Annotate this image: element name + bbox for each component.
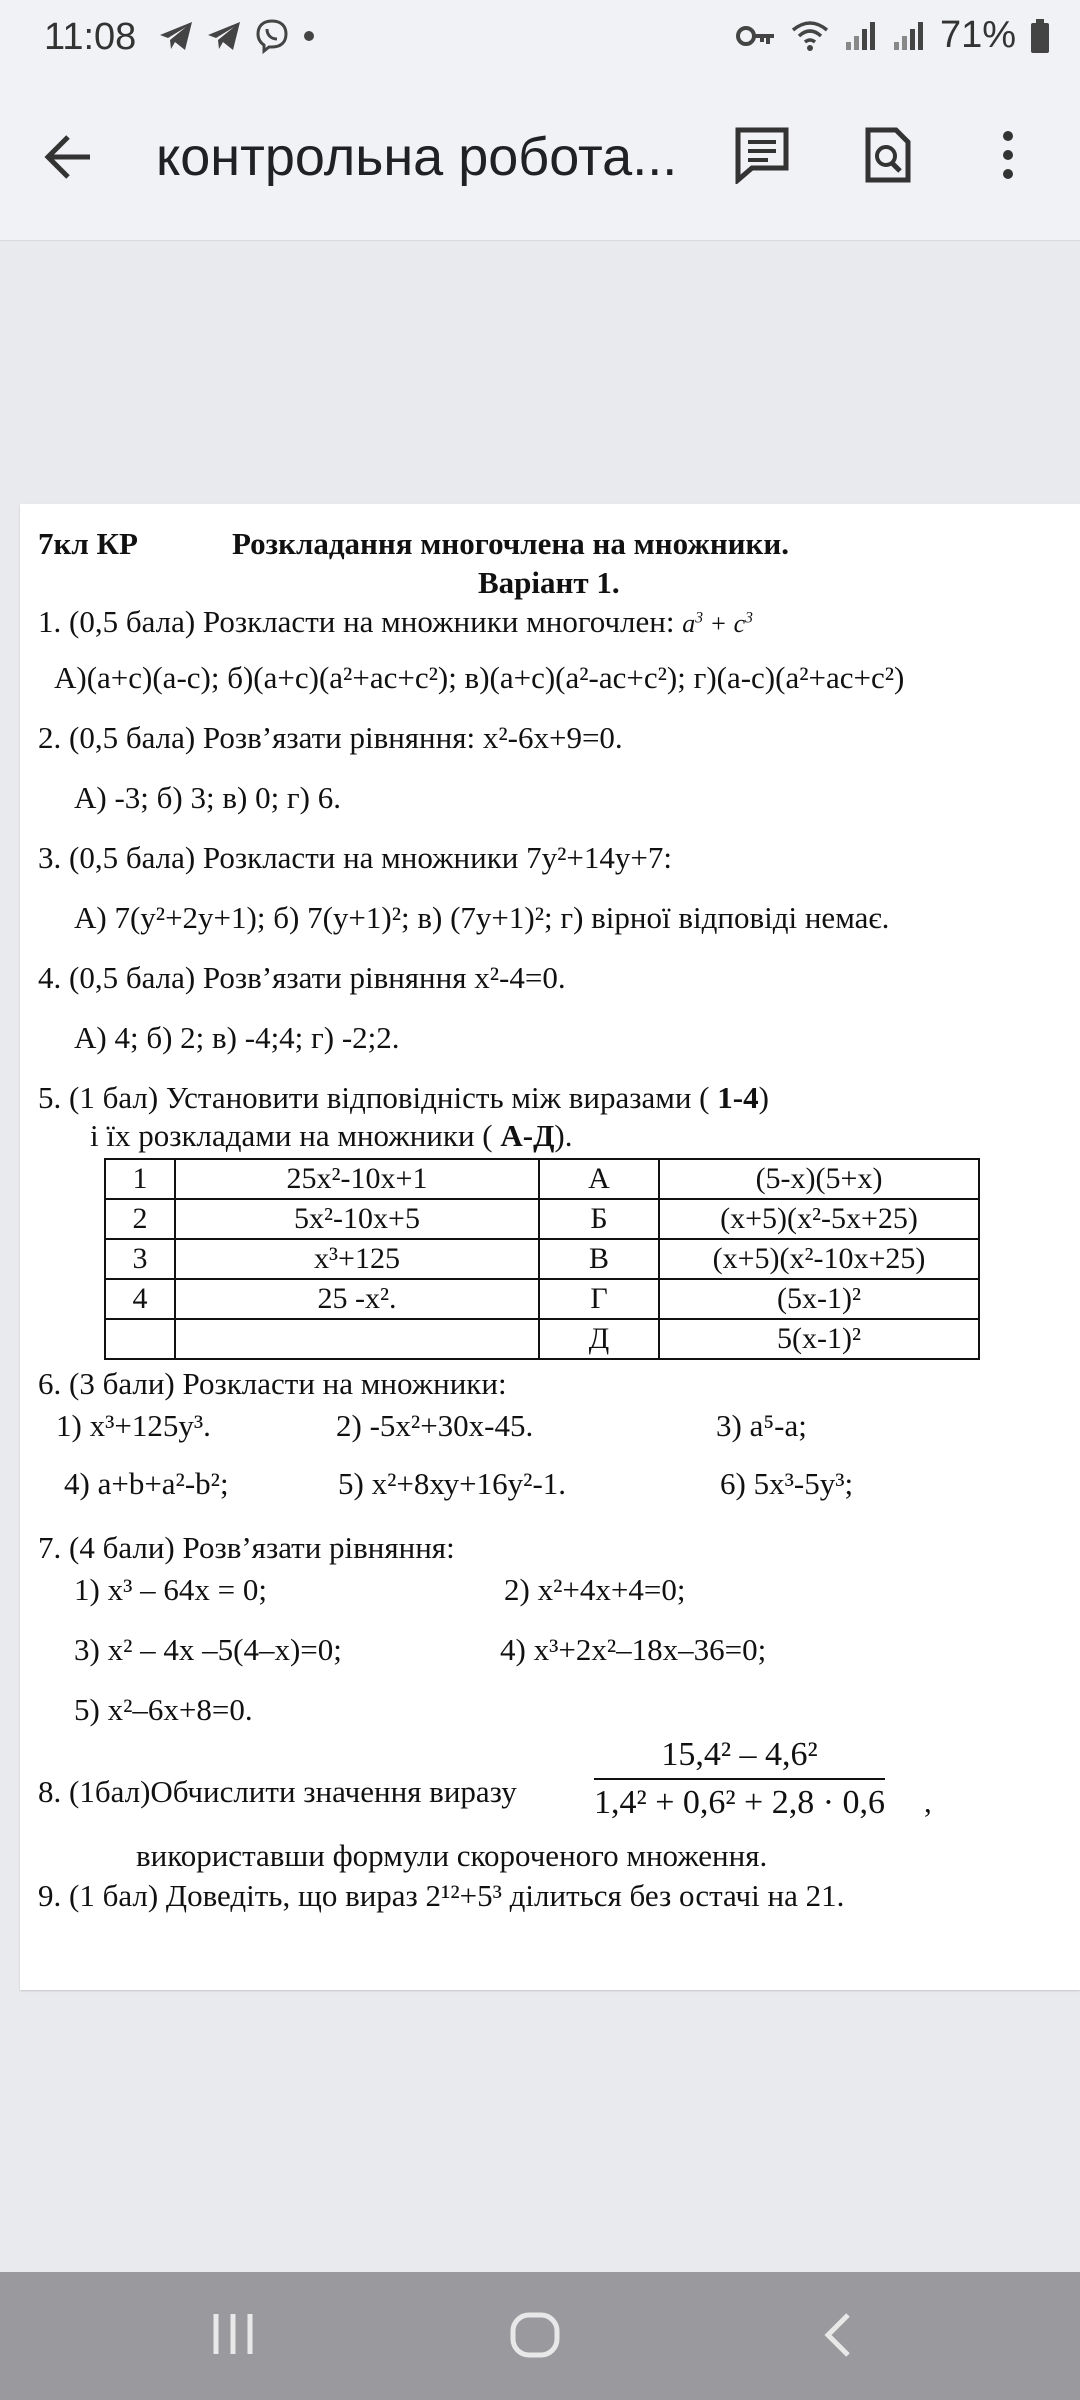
telegram-icon xyxy=(206,20,242,52)
signal-icon xyxy=(844,20,878,52)
doc-variant: Варіант 1. xyxy=(478,565,620,600)
battery-icon xyxy=(1030,19,1050,53)
table-cell: Г xyxy=(539,1279,659,1319)
q6-item: 3) а⁵-а; xyxy=(716,1408,807,1443)
q2-options: А) -3; б) 3; в) 0; г) 6. xyxy=(74,780,341,815)
wifi-icon xyxy=(790,20,830,52)
q1-text: 1. (0,5 бала) Розкласти на множники многочлен: $a^3 + c^3$ xyxy=(38,604,753,639)
table-cell xyxy=(105,1319,175,1359)
q5-line2: і їх розкладами на множники ( А-Д). xyxy=(90,1118,573,1153)
matching-table xyxy=(104,1158,980,1360)
table-cell: Б xyxy=(539,1199,659,1239)
q2-text: 2. (0,5 бала) Розв’язати рівняння: х²-6х+9=0. xyxy=(38,720,623,755)
telegram-icon xyxy=(158,20,194,52)
table-cell: А xyxy=(539,1159,659,1199)
q7-item: 1) x³ – 64x = 0; xyxy=(74,1572,267,1607)
q6-item: 6) 5х³-5у³; xyxy=(720,1466,854,1501)
signal-icon xyxy=(892,20,926,52)
document-title: контрольна робота... xyxy=(156,127,678,187)
doc-header-left: 7кл КР xyxy=(38,526,138,561)
table-cell: (х+5)(х²-10х+25) xyxy=(659,1239,979,1279)
table-cell: 4 xyxy=(105,1279,175,1319)
search-document-icon[interactable] xyxy=(864,126,912,184)
table-row xyxy=(105,1319,979,1359)
table-cell: х³+125 xyxy=(175,1239,539,1279)
q7-item: 5) х²–6х+8=0. xyxy=(74,1692,253,1727)
q8-denominator: 1,4² + 0,6² + 2,8 · 0,6 xyxy=(594,1784,886,1821)
q6-item: 2) -5х²+30х-45. xyxy=(336,1408,534,1443)
document-page[interactable] xyxy=(20,504,1080,1990)
q6-text: 6. (3 бали) Розкласти на множники: xyxy=(38,1366,507,1401)
table-cell: 25х²-10х+1 xyxy=(175,1159,539,1199)
comment-icon[interactable] xyxy=(734,126,790,184)
dot-icon xyxy=(302,29,316,43)
table-row xyxy=(105,1279,979,1319)
q1-expression: $a^3 + c^3$ xyxy=(682,609,753,638)
table-cell: 2 xyxy=(105,1199,175,1239)
q6-item: 1) х³+125у³. xyxy=(56,1408,211,1443)
q6-item: 4) a+b+a²-b²; xyxy=(64,1466,229,1501)
q3-text: 3. (0,5 бала) Розкласти на множники 7у²+14у+7: xyxy=(38,840,672,875)
q7-item: 3) x² – 4x –5(4–x)=0; xyxy=(74,1632,342,1667)
recent-apps-icon[interactable] xyxy=(210,2312,256,2356)
table-cell xyxy=(175,1319,539,1359)
table-cell: Д xyxy=(539,1319,659,1359)
doc-header-title: Розкладання многочлена на множники. xyxy=(232,526,790,561)
back-nav-icon[interactable] xyxy=(822,2312,852,2358)
q7-text: 7. (4 бали) Розв’язати рівняння: xyxy=(38,1530,455,1565)
q7-item: 4) х³+2х²–18х–36=0; xyxy=(500,1632,767,1667)
table-row xyxy=(105,1239,979,1279)
q8-numerator: 15,4² – 4,6² xyxy=(594,1736,885,1780)
q7-item: 2) х²+4х+4=0; xyxy=(504,1572,686,1607)
table-row xyxy=(105,1159,979,1199)
q4-options: А) 4; б) 2; в) -4;4; г) -2;2. xyxy=(74,1020,400,1055)
app-bar xyxy=(0,82,1080,241)
q6-item: 5) х²+8ху+16у²-1. xyxy=(338,1466,567,1501)
table-cell: 25 -х². xyxy=(175,1279,539,1319)
q4-text: 4. (0,5 бала) Розв’язати рівняння х²-4=0. xyxy=(38,960,566,995)
q8-line2: використавши формули скороченого множення. xyxy=(136,1838,768,1873)
table-cell: (5-х)(5+х) xyxy=(659,1159,979,1199)
q9-text: 9. (1 бал) Доведіть, що вираз 2¹²+5³ ділиться без остачі на 21. xyxy=(38,1878,845,1913)
battery-percent: 71% xyxy=(939,14,1016,56)
navigation-bar xyxy=(0,2272,1080,2400)
arrow-left-icon[interactable] xyxy=(44,134,94,180)
home-icon[interactable] xyxy=(510,2312,560,2358)
table-cell: 3 xyxy=(105,1239,175,1279)
status-time: 11:08 xyxy=(44,16,137,58)
status-bar xyxy=(0,0,1080,82)
vpn-key-icon xyxy=(736,24,776,48)
more-vert-icon[interactable] xyxy=(1000,130,1016,180)
table-cell: (5х-1)² xyxy=(659,1279,979,1319)
q1-options: А)(а+с)(а-с); б)(а+с)(а²+ас+с²); в)(а+с)(а²-ас+с²); г)(а-с)(а²+ас+с²) xyxy=(54,660,905,695)
q8-text: 8. (1бал)Обчислити значення виразу xyxy=(38,1774,517,1809)
table-row xyxy=(105,1199,979,1239)
viber-icon xyxy=(254,18,290,54)
notification-icons xyxy=(158,18,316,54)
q8-fraction xyxy=(594,1736,885,1822)
table-cell: В xyxy=(539,1239,659,1279)
table-cell: 1 xyxy=(105,1159,175,1199)
table-cell: 5х²-10х+5 xyxy=(175,1199,539,1239)
q8-comma: , xyxy=(924,1784,932,1819)
table-cell: (х+5)(х²-5х+25) xyxy=(659,1199,979,1239)
table-cell: 5(х-1)² xyxy=(659,1319,979,1359)
q5-text: 5. (1 бал) Установити відповідність між виразами ( 1-4) xyxy=(38,1080,769,1115)
q3-options: А) 7(у²+2у+1); б) 7(у+1)²; в) (7у+1)²; г) вірної відповіді немає. xyxy=(74,900,890,935)
